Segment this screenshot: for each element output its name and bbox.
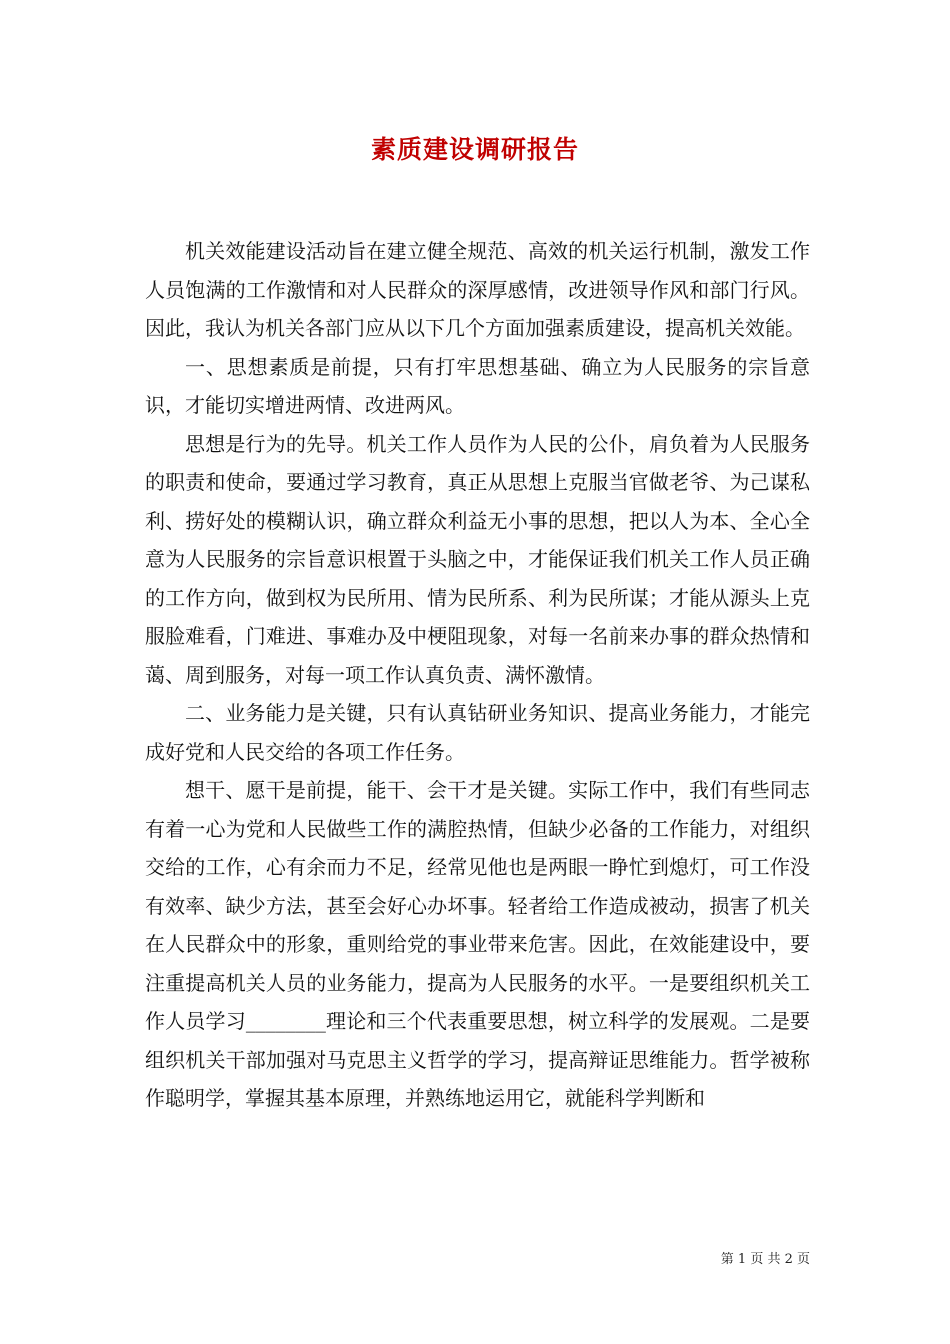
paragraph-section-2-body: 想干、愿干是前提，能干、会干才是关键。实际工作中，我们有些同志有着一心为党和人民做些工作的满腔热情，但缺少必备的工作能力，对组织交给的工作，心有余而力不足，经常见他也是两眼一睁忙到熄灯，可工作没有效率、缺少方法，甚至会好心办坏事。轻者给工作造成被动，损害了机关在人民群众中的形象，重则给党的事业带来危害。因此，在效能建设中，要注重提高机关人员的业务能力，提高为人民服务的水平。一是要组织机关工作人员学习________理论和三个代表重要思想，树立科学的发展观。二是要组织机关干部加强对马克思主义哲学的学习，提高辩证思维能力。哲学被称作聪明学，掌握其基本原理，并熟练地运用它，就能科学判断和 [145,778,810,1110]
document-title: 素质建设调研报告 [370,135,579,164]
paragraph-intro: 机关效能建设活动旨在建立健全规范、高效的机关运行机制，激发工作人员饱满的工作激情和对人民群众的深厚感情，改进领导作风和部门行风。因此，我认为机关各部门应从以下几个方面加强素质建设，提高机关效能。 [145,239,810,340]
page-number: 第 1 页 共 2 页 [720,1252,810,1267]
paragraph-section-1-body: 思想是行为的先导。机关工作人员作为人民的公仆，肩负着为人民服务的职责和使命，要通过学习教育，真正从思想上克服当官做老爷、为己谋私利、捞好处的模糊认识，确立群众利益无小事的思想，把以人为本、全心全意为人民服务的宗旨意识根置于头脑之中，才能保证我们机关工作人员正确的工作方向，做到权为民所用、情为民所系、利为民所谋；才能从源头上克服脸难看，门难进、事难办及中梗阻现象，对每一名前来办事的群众热情和蔼、周到服务，对每一项工作认真负责、满怀激情。 [145,431,810,687]
document-body [145,232,810,1118]
paragraph-section-2-heading: 二、业务能力是关键，只有认真钻研业务知识、提高业务能力，才能完成好党和人民交给的各项工作任务。 [145,701,810,764]
paragraph-section-1-heading: 一、思想素质是前提，只有打牢思想基础、确立为人民服务的宗旨意识，才能切实增进两情、改进两风。 [145,354,810,417]
